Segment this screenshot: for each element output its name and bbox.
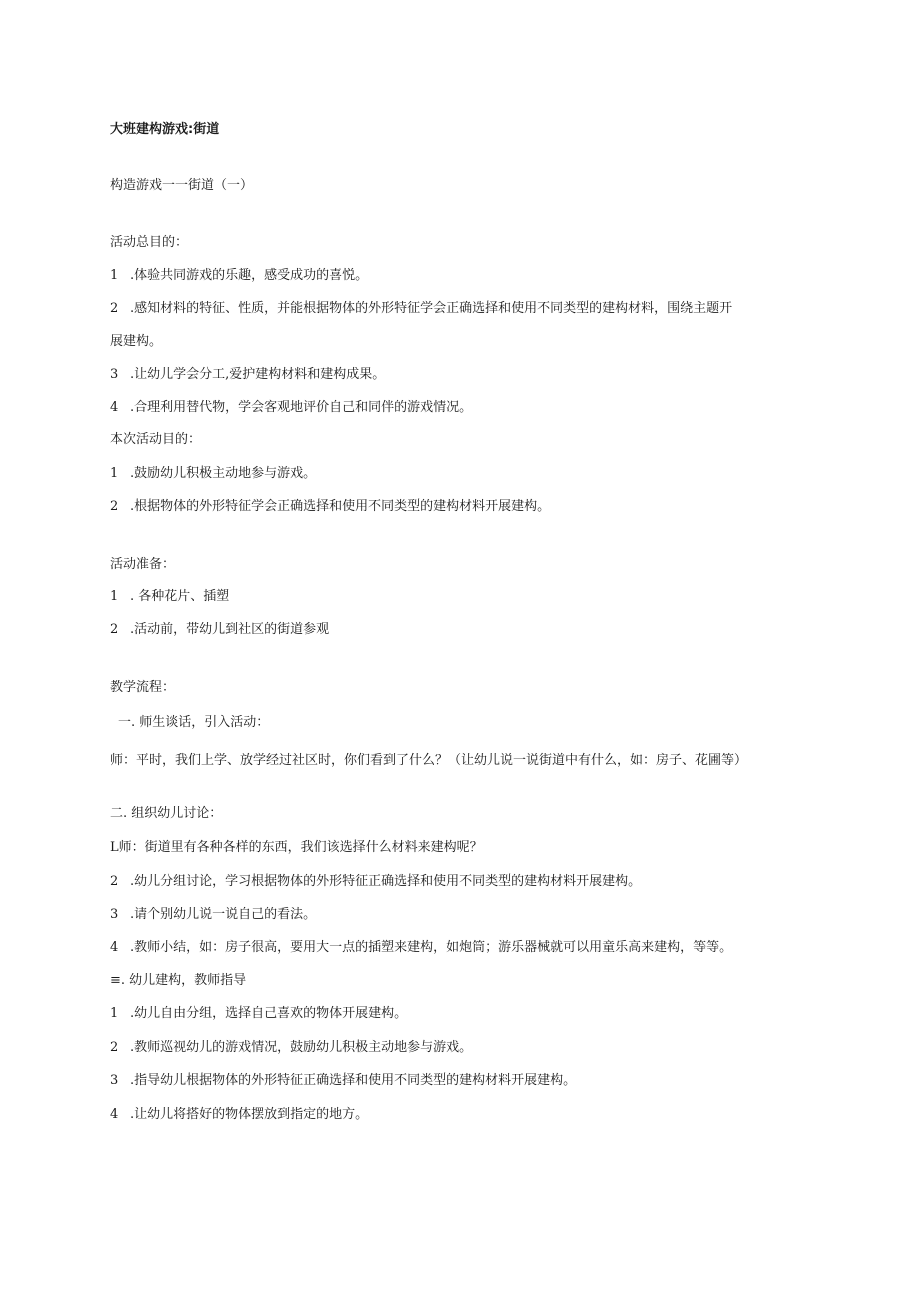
step2-number: 3 <box>110 907 119 922</box>
this-goal-number: 2 <box>110 499 119 514</box>
step2-item <box>110 840 483 856</box>
this-goals-heading: 本次活动目的： <box>110 432 202 447</box>
this-goal-number: 1 <box>110 466 119 481</box>
step2-item <box>110 907 316 923</box>
goal-text: .感知材料的特征、性质，并能根据物体的外形特征学会正确选择和使用不同类型的建构材料，围绕主题开 <box>130 301 733 316</box>
prep-text: .活动前，带幼儿到社区的街道参观 <box>130 622 330 637</box>
step1-heading: 一. 师生谈话，引入活动： <box>118 715 270 730</box>
step3-item <box>110 1006 407 1022</box>
goal-item <box>110 268 368 284</box>
step3-text: .让幼儿将搭好的物体摆放到指定的地方。 <box>130 1107 369 1122</box>
step2-text: .幼儿分组讨论，学习根据物体的外形特征正确选择和使用不同类型的建构材料开展建构。 <box>130 874 642 889</box>
step3-item <box>110 1107 368 1123</box>
step2-heading: 二. 组织幼儿讨论： <box>110 806 223 821</box>
step2-number: 4 <box>110 940 119 955</box>
goal-item <box>110 367 385 383</box>
step2-item <box>110 940 732 956</box>
step2-number: 2 <box>110 874 119 889</box>
prep-number: 2 <box>110 622 119 637</box>
goal-text: .体验共同游戏的乐趣，感受成功的喜悦。 <box>130 268 369 283</box>
goal-number: 2 <box>110 301 119 316</box>
goal-text: .合理利用替代物，学会客观地评价自己和同伴的游戏情况。 <box>130 400 473 415</box>
step1-text: 师：平时，我们上学、放学经过社区时，你们看到了什么？（让幼儿说一说街道中有什么，如：房子、花圃等） <box>110 753 748 768</box>
step2-item <box>110 874 641 890</box>
goal-number: 3 <box>110 367 119 382</box>
prep-item <box>110 622 329 638</box>
goals-heading: 活动总目的： <box>110 235 189 250</box>
goal-text: .让幼儿学会分工,爱护建构材料和建构成果。 <box>130 367 386 382</box>
step3-number: 4 <box>110 1107 119 1122</box>
goal-number: 4 <box>110 400 119 415</box>
step3-number: 3 <box>110 1073 119 1088</box>
step3-text: .指导幼儿根据物体的外形特征正确选择和使用不同类型的建构材料开展建构。 <box>130 1073 577 1088</box>
this-goal-text: .根据物体的外形特征学会正确选择和使用不同类型的建构材料开展建构。 <box>130 499 551 514</box>
this-goal-text: .鼓励幼儿积极主动地参与游戏。 <box>130 466 317 481</box>
document-subtitle: 构造游戏一一街道（一） <box>110 178 254 193</box>
step3-item <box>110 1073 576 1089</box>
prep-item <box>110 589 229 605</box>
step3-item <box>110 1040 472 1056</box>
step3-number: 2 <box>110 1040 119 1055</box>
this-goal-item <box>110 499 550 515</box>
step3-number: 1 <box>110 1006 119 1021</box>
goal-item <box>110 400 472 416</box>
goal-text: 展建构。 <box>110 334 163 349</box>
step3-heading: ≡. 幼儿建构，教师指导 <box>110 973 247 988</box>
step3-text: .教师巡视幼儿的游戏情况，鼓励幼儿积极主动地参与游戏。 <box>130 1040 473 1055</box>
goal-item-continuation <box>110 334 162 350</box>
document-title: 大班建构游戏:街道 <box>110 122 220 137</box>
step3-text: .幼儿自由分组，选择自己喜欢的物体开展建构。 <box>130 1006 408 1021</box>
prep-number: 1 <box>110 589 119 604</box>
process-heading: 教学流程： <box>110 680 176 695</box>
this-goal-item <box>110 466 316 482</box>
goal-item <box>110 301 732 317</box>
prep-text: . 各种花片、插塑 <box>130 589 230 604</box>
step2-text: .教师小结，如：房子很高，要用大一点的插塑来建构，如炮筒；游乐器械就可以用童乐高来建构，等等。 <box>130 940 733 955</box>
step2-text: L师：街道里有各种各样的东西，我们该选择什么材料来建构呢？ <box>110 840 483 855</box>
goal-number: 1 <box>110 268 119 283</box>
prep-heading: 活动准备： <box>110 557 176 572</box>
step2-text: .请个别幼儿说一说自己的看法。 <box>130 907 317 922</box>
